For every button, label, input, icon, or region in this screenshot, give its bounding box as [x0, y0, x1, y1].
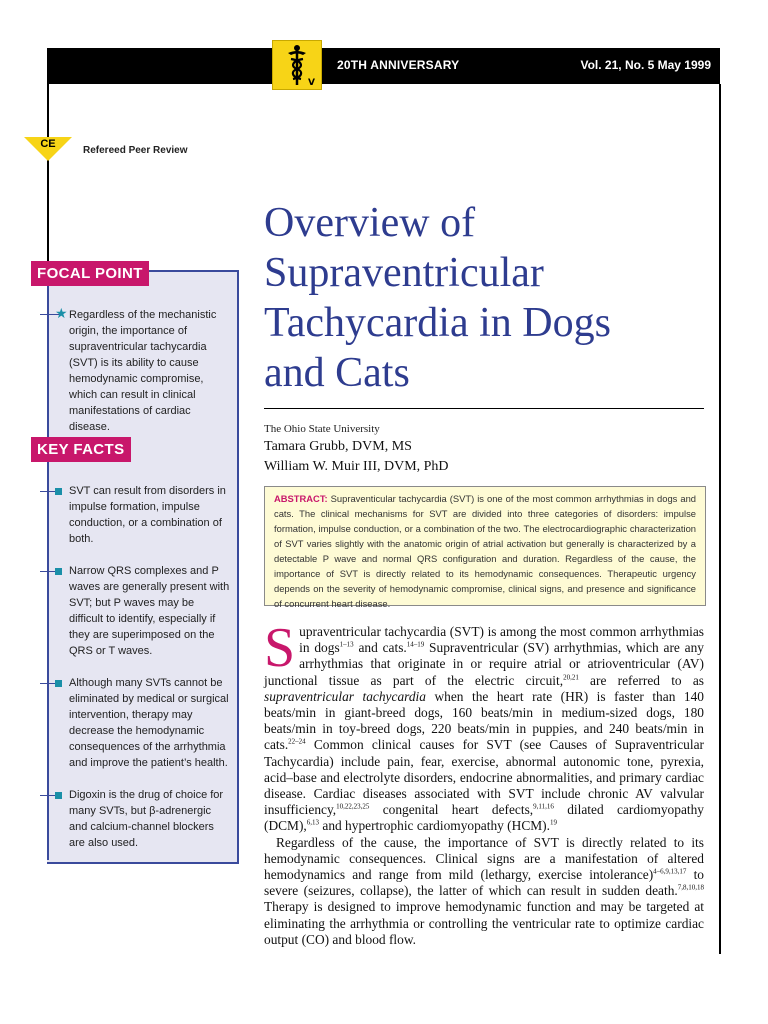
abstract-text: Supraventicular tachycardia (SVT) is one of the most common arrhythmias in dogs and cats. The clinical mechanisms for SVT are divided into three categories of disorders: impulse formation, impulse conduction, or a combination of the two. The electrocardiographic characterization of SVT varies slightly with the anatomic origin of atrial activation but generally is characterized by a detectable P wave and normal QRS configuration and duration. Regardless of the cause, the importance of SVT is directly related to its hemodynamic consequences. Therapeutic urgency depends on the severity of hemodynamic compromise, clinical signs, and presence and significance of concurrent heart disease.: [274, 493, 696, 609]
square-bullet-icon: [55, 680, 62, 687]
key-fact-item: Narrow QRS complexes and P waves are generally present with SVT; but P waves may be difficult to identify, especially if they are superimposed on the QRS or T waves.: [69, 565, 230, 657]
author-affiliation: The Ohio State University: [264, 423, 380, 435]
author-name: William W. Muir III, DVM, PhD: [264, 459, 449, 474]
key-fact-item: Although many SVTs cannot be eliminated by medical or surgical intervention, therapy may decrease the hemodynamic consequences of the arrhythmia and improve the patient’s health.: [69, 677, 229, 769]
focal-point-heading: FOCAL POINT: [31, 261, 149, 286]
abstract-label: ABSTRACT:: [274, 493, 328, 504]
citation: 10,22,23,25: [336, 802, 370, 811]
title-line: Supraventricular: [264, 250, 544, 296]
drop-cap: S: [264, 617, 296, 679]
citation: 20,21: [563, 673, 579, 682]
square-bullet-icon: [55, 568, 62, 575]
anniversary-label: 20TH ANNIVERSARY: [337, 58, 460, 72]
caduceus-icon: [272, 40, 322, 90]
key-fact-item: Digoxin is the drug of choice for many SVTs, but β-adrenergic and calcium-channel blockers are also used.: [69, 789, 224, 849]
title-line: Tachycardia in Dogs: [264, 300, 611, 346]
abstract-box: [264, 486, 706, 609]
citation: 4–6,9,13,17: [653, 867, 687, 876]
citation: 14–19: [406, 640, 425, 649]
key-facts-heading: KEY FACTS: [31, 437, 131, 462]
citation: 9,11,16: [533, 802, 554, 811]
star-icon: ★: [55, 306, 68, 322]
frame-line-left: [47, 84, 49, 284]
author-name: Tamara Grubb, DVM, MS: [264, 439, 412, 454]
sidebar-border: [47, 270, 49, 860]
key-fact-item: SVT can result from disorders in impulse formation, impulse conduction, or a combination of both.: [69, 485, 226, 545]
focal-point-text: Regardless of the mechanistic origin, the importance of supraventricular tachycardia (SVT) is its ability to cause hemodynamic compromise, which can result in clinical manifestations of cardiac disease.: [69, 309, 217, 433]
svg-text:V: V: [308, 78, 315, 88]
square-bullet-icon: [55, 488, 62, 495]
emphasis-term: supraventricular tachycardia: [264, 688, 426, 704]
body-paragraph: Regardless of the cause, the importance of SVT is directly related to its hemodynamic consequences. Clinical signs are a manifestation of altered hemodynamics and range from mild (lethargy, exercise intolerance)$^{4-6,9,13,17}$ to severe (seizures, collapse), the latter of which can result in sudden death.$^{7,8,10,18}$ Therapy is designed to improve hemodynamic function and may be targeted at eliminating the arrhythmia or controlling the ventricular rate to optimize cardiac output (CO) and blood flow.: [264, 834, 704, 947]
peer-review-label: Refereed Peer Review: [83, 145, 188, 156]
article-title: [264, 198, 704, 398]
body-paragraph: Supraventricular tachycardia (SVT) is among the most common arrhythmias in dogs$^{1-13}$ and cats.$^{14-19}$ Supraventricular (SV) arrhythmias, which are any arrhythmias that originate in or require atrial or atrioventricular (AV) junctional tissue as part of the electric circuit,$^{20,21}$ are referred to as supraventricular tachycardia when the heart rate (HR) is faster than 140 beats/min in giant-breed dogs, 160 beats/min in medium-sized dogs, 180 beats/min in toy-breed dogs, 220 beats/min in puppies, and 240 beats/min in cats.$^{22-24}$ Common clinical causes for SVT (see Causes of Supraventricular Tachycardia) include pain, fear, exercise, abnormal autonomic tone, pyrexia, acid–base and electrolyte disorders, endocrine abnormalities, and primary cardiac disease. Cardiac diseases associated with SVT include chronic AV valvular insufficiency,$^{10,22,23,25}$ congenital heart defects,$^{9,11,16}$ dilated cardiomyopathy (DCM),$^{6,13}$ and hypertrophic cardiomyopathy (HCM).$^{19}$: [264, 617, 705, 834]
citation: 19: [549, 818, 557, 827]
citation: 6,13: [306, 818, 320, 827]
title-line: and Cats: [264, 350, 410, 396]
frame-line-right: [719, 84, 721, 954]
ce-badge-label: CE: [40, 138, 56, 150]
citation: 7,8,10,18: [677, 883, 704, 892]
article-body: [264, 617, 705, 948]
title-line: Overview of: [264, 200, 476, 246]
square-bullet-icon: [55, 792, 62, 799]
citation: 1–13: [339, 640, 354, 649]
title-divider: [264, 408, 704, 409]
citation: 22–24: [288, 737, 306, 746]
issue-info: Vol. 21, No. 5 May 1999: [580, 58, 711, 72]
